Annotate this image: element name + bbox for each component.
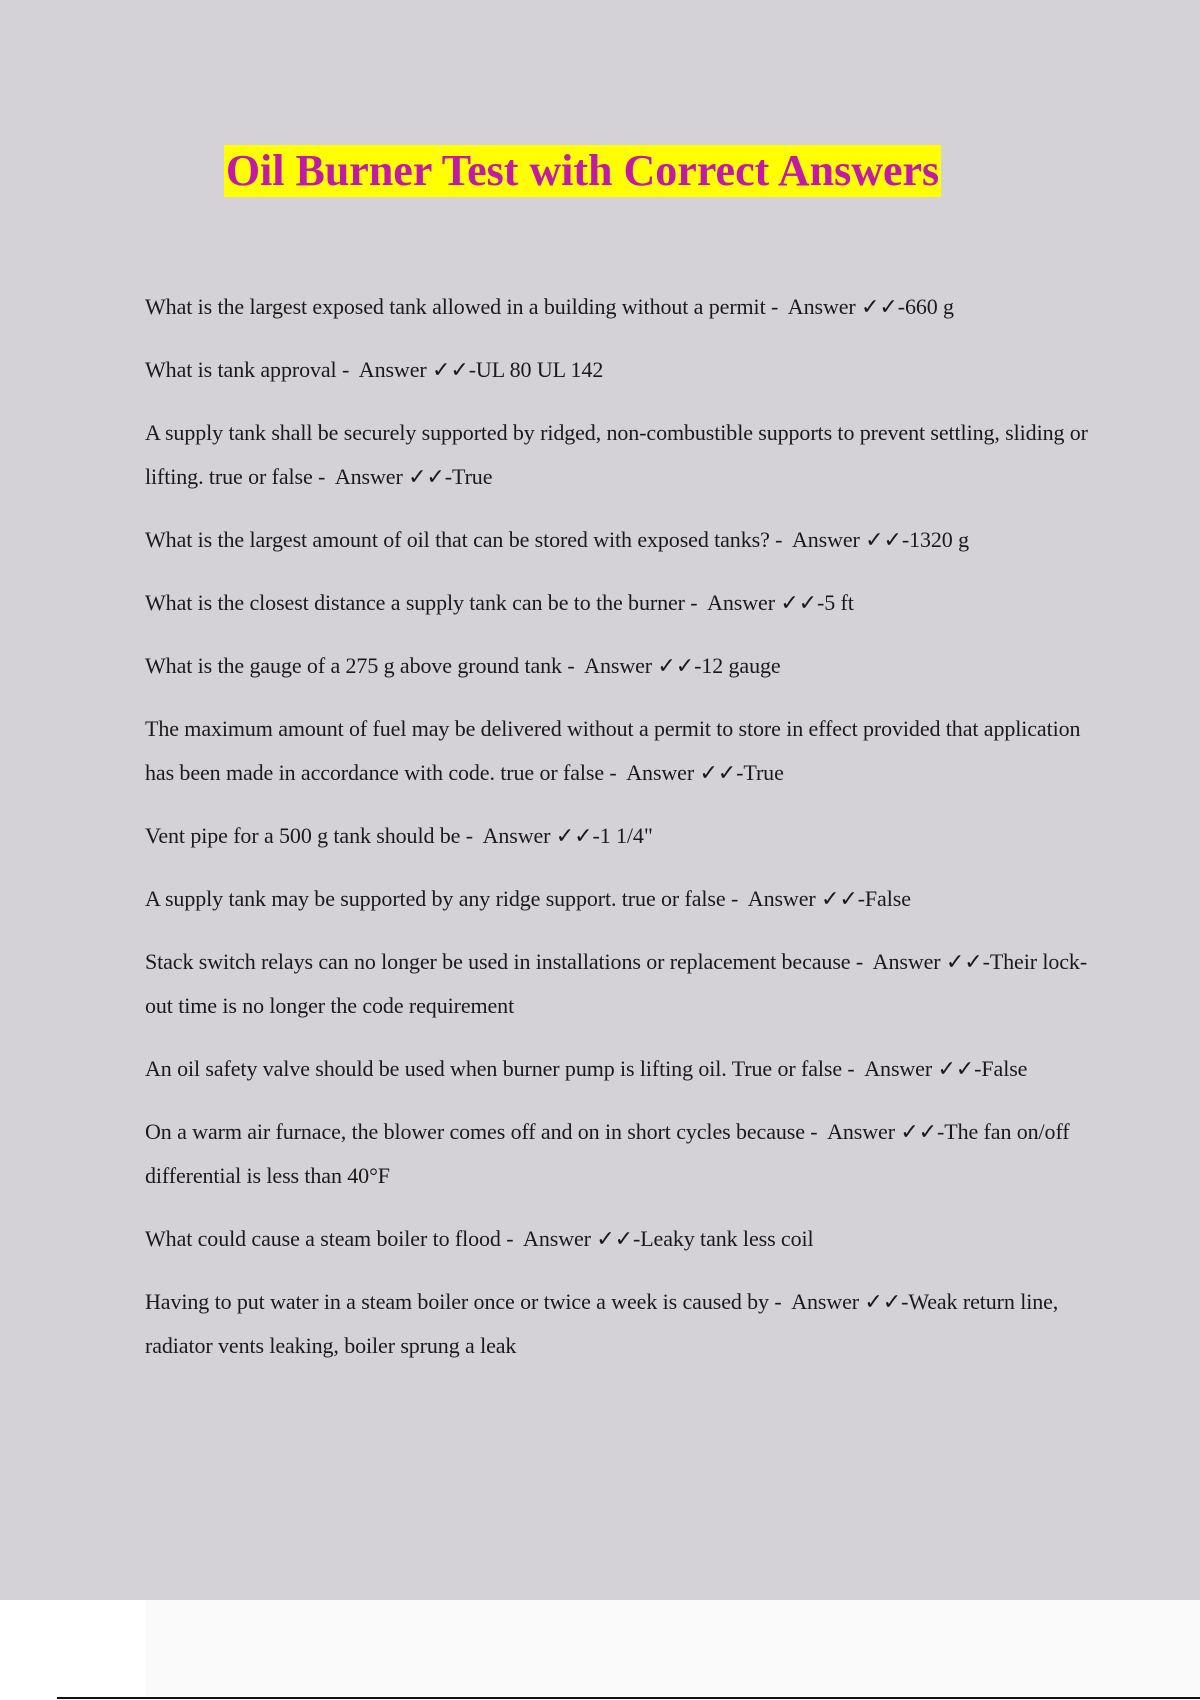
- question-text: Vent pipe for a 500 g tank should be: [145, 823, 461, 848]
- question-text: The maximum amount of fuel may be delivered without a permit to store in effect provided that application has been made in accordance with code. true or false: [145, 716, 1081, 785]
- answer-marker: Answer ✓✓: [626, 760, 737, 785]
- qa-item: What is the largest exposed tank allowed in a building without a permit - Answer ✓✓-660 g: [145, 294, 954, 319]
- qa-item: What is the closest distance a supply tank can be to the burner - Answer ✓✓-5 ft: [145, 590, 854, 615]
- question-text: A supply tank shall be securely supported by ridged, non-combustible supports to prevent settling, sliding or lifting. true or false: [145, 420, 1088, 489]
- answer-text: False: [864, 886, 911, 911]
- answer-marker: Answer ✓✓: [523, 1226, 633, 1251]
- answer-marker: Answer ✓✓: [747, 886, 858, 911]
- qa-item: Vent pipe for a 500 g tank should be - Answer ✓✓-1 1/4": [145, 823, 653, 848]
- qa-item: A supply tank may be supported by any ridge support. true or false - Answer ✓✓-False: [145, 886, 911, 911]
- page-footer: [0, 1600, 1200, 1700]
- question-text: What is the closest distance a supply tank can be to the burner: [145, 590, 685, 615]
- title-container: [0, 145, 1200, 197]
- answer-marker: Answer ✓✓: [872, 949, 983, 974]
- answer-marker: Answer ✓✓: [791, 1289, 902, 1314]
- answer-text: 1 1/4": [599, 823, 653, 848]
- qa-item: On a warm air furnace, the blower comes off and on in short cycles because - Answer ✓✓-The fan on/off differential is less than 40°F: [145, 1119, 1070, 1188]
- answer-text: True: [743, 760, 784, 785]
- answer-marker: Answer ✓✓: [707, 590, 817, 615]
- qa-list: [145, 285, 1090, 1387]
- qa-item: What could cause a steam boiler to flood - Answer ✓✓-Leaky tank less coil: [145, 1226, 814, 1251]
- answer-marker: Answer ✓✓: [864, 1056, 975, 1081]
- answer-text: True: [452, 464, 493, 489]
- question-text: What could cause a steam boiler to flood: [145, 1226, 501, 1251]
- question-text: What is the gauge of a 275 g above ground tank: [145, 653, 562, 678]
- answer-marker: Answer ✓✓: [787, 294, 898, 319]
- qa-item: What is the largest amount of oil that can be stored with exposed tanks? - Answer ✓✓-1320 g: [145, 527, 969, 552]
- answer-text: 1320 g: [909, 527, 969, 552]
- footer-shade: [145, 1600, 1200, 1696]
- answer-text: Weak return line, radiator vents leaking, boiler sprung a leak: [145, 1289, 1059, 1358]
- answer-marker: Answer ✓✓: [334, 464, 445, 489]
- question-text: A supply tank may be supported by any ridge support. true or false: [145, 886, 726, 911]
- question-text: What is the largest exposed tank allowed in a building without a permit: [145, 294, 766, 319]
- question-text: What is tank approval: [145, 357, 337, 382]
- qa-item: What is the gauge of a 275 g above ground tank - Answer ✓✓-12 gauge: [145, 653, 781, 678]
- answer-marker: Answer ✓✓: [791, 527, 902, 552]
- qa-item: Having to put water in a steam boiler once or twice a week is caused by - Answer ✓✓-Weak return line, radiator vents leaking, boiler sprung a leak: [145, 1289, 1059, 1358]
- answer-marker: Answer ✓✓: [584, 653, 695, 678]
- question-text: Having to put water in a steam boiler once or twice a week is caused by: [145, 1289, 769, 1314]
- qa-item: Stack switch relays can no longer be used in installations or replacement because - Answer ✓✓-Their lock-out time is no longer the code requirement: [145, 949, 1088, 1018]
- answer-text: 5 ft: [824, 590, 854, 615]
- qa-item: An oil safety valve should be used when burner pump is lifting oil. True or false - Answer ✓✓-False: [145, 1056, 1028, 1081]
- qa-item: The maximum amount of fuel may be delivered without a permit to store in effect provided that application has been made in accordance with code. true or false - Answer ✓✓-True: [145, 716, 1081, 785]
- question-text: What is the largest amount of oil that can be stored with exposed tanks?: [145, 527, 770, 552]
- answer-text: False: [981, 1056, 1028, 1081]
- qa-item: A supply tank shall be securely supported by ridged, non-combustible supports to prevent settling, sliding or lifting. true or false - Answer ✓✓-True: [145, 420, 1088, 489]
- question-text: On a warm air furnace, the blower comes off and on in short cycles because: [145, 1119, 805, 1144]
- answer-text: The fan on/off differential is less than 40°F: [145, 1119, 1070, 1188]
- answer-text: UL 80 UL 142: [475, 357, 604, 382]
- footer-divider: [57, 1697, 1200, 1699]
- question-text: An oil safety valve should be used when burner pump is lifting oil. True or false: [145, 1056, 843, 1081]
- answer-text: 660 g: [904, 294, 954, 319]
- question-text: Stack switch relays can no longer be used in installations or replacement because: [145, 949, 851, 974]
- answer-text: Leaky tank less coil: [640, 1226, 814, 1251]
- answer-marker: Answer ✓✓: [827, 1119, 938, 1144]
- answer-text: 12 gauge: [701, 653, 781, 678]
- answer-text: Their lock-out time is no longer the code requirement: [145, 949, 1088, 1018]
- answer-marker: Answer ✓✓: [358, 357, 469, 382]
- page-title: Oil Burner Test with Correct Answers: [225, 146, 940, 195]
- qa-item: What is tank approval - Answer ✓✓-UL 80 UL 142: [145, 357, 604, 382]
- answer-marker: Answer ✓✓: [482, 823, 593, 848]
